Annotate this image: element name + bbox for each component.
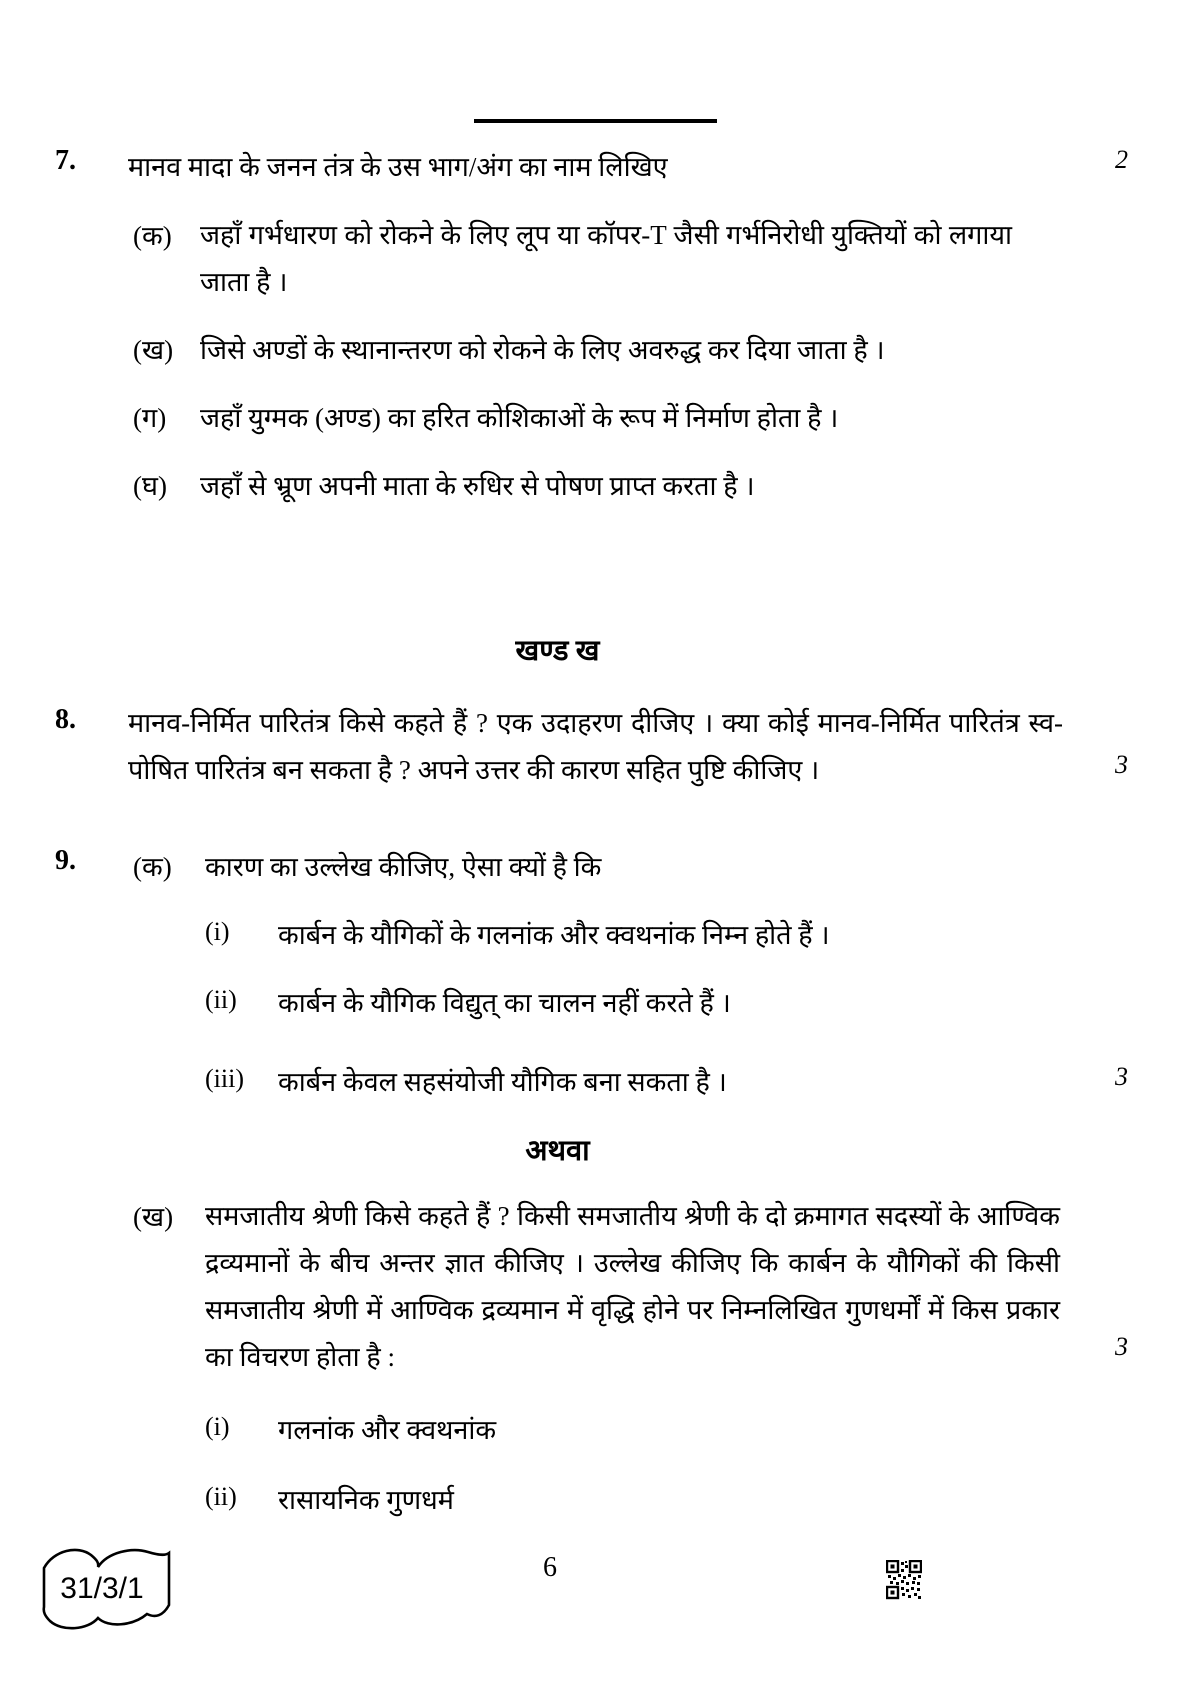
paper-code-text: 31/3/1 [60,1572,144,1605]
section-b-heading: खण्ड ख [515,635,600,667]
question-9a-item2-label: (ii) [205,985,237,1014]
question-7b-text: जिसे अण्डों के स्थानान्तरण को रोकने के लिए अवरुद्ध कर दिया जाता है । [200,335,885,365]
question-7a-label: (क) [133,221,172,251]
question-7-marks: 2 [1115,145,1128,174]
question-8-text: मानव-निर्मित पारितंत्र किसे कहते हैं ? एक उदाहरण दीजिए । क्या कोई मानव-निर्मित पारितंत्र स्व-पोषित पारितंत्र बन सकता है ? अपने उत्तर की कारण सहित पुष्टि कीजिए । [128,708,1063,785]
question-7d-text: जहाँ से भ्रूण अपनी माता के रुधिर से पोषण प्राप्त करता है । [200,471,755,501]
question-9b-item1-text: गलनांक और क्वथनांक [278,1415,497,1445]
section-separator-rule [474,119,717,123]
question-9b-item1-label: (i) [205,1412,230,1441]
question-7-number: 7. [55,145,76,176]
question-9b-text: समजातीय श्रेणी किसे कहते हैं ? किसी समजातीय श्रेणी के दो क्रमागत सदस्यों के आण्विक द्रव्यमानों के बीच अन्तर ज्ञात कीजिए । उल्लेख कीजिए कि कार्बन के यौगिकों की किसी समजातीय श्रेणी में आण्विक द्रव्यमान में वृद्धि होने पर निम्नलिखित गुणधर्मों में किस प्रकार का विचरण होता है : [205,1201,1060,1372]
question-7c-text: जहाँ युग्मक (अण्ड) का हरित कोशिकाओं के रूप में निर्माण होता है । [200,403,839,433]
question-9a-text: कारण का उल्लेख कीजिए, ऐसा क्यों है कि [205,852,602,882]
question-9a-item3-label: (iii) [205,1064,244,1093]
question-7a-text: जहाँ गर्भधारण को रोकने के लिए लूप या कॉपर-T जैसी गर्भनिरोधी युक्तियों को लगाया जाता है । [200,220,1012,297]
question-7-text: मानव मादा के जनन तंत्र के उस भाग/अंग का नाम लिखिए [128,152,668,182]
question-9b-label: (ख) [133,1202,174,1232]
question-7c-label: (ग) [133,403,167,433]
question-9b-marks: 3 [1115,1332,1128,1361]
question-9-number: 9. [55,845,76,876]
or-heading: अथवा [525,1135,590,1167]
question-9a-marks: 3 [1115,1062,1128,1091]
question-7d-label: (घ) [133,471,167,501]
question-8-number: 8. [55,704,76,735]
question-9a-label: (क) [133,852,172,882]
question-7b-label: (ख) [133,335,174,365]
question-9a-item1-text: कार्बन के यौगिकों के गलनांक और क्वथनांक निम्न होते हैं । [278,920,830,950]
question-9a-item2-text: कार्बन के यौगिक विद्युत् का चालन नहीं करते हैं । [278,988,731,1018]
question-8-marks: 3 [1115,750,1128,779]
qr-code-icon [886,1560,922,1605]
question-9b-item2-text: रासायनिक गुणधर्म [278,1485,454,1515]
question-9a-item3-text: कार्बन केवल सहसंयोजी यौगिक बना सकता है । [278,1067,727,1097]
question-9b-item2-label: (ii) [205,1482,237,1511]
page-number: 6 [543,1552,557,1583]
question-9a-item1-label: (i) [205,917,230,946]
